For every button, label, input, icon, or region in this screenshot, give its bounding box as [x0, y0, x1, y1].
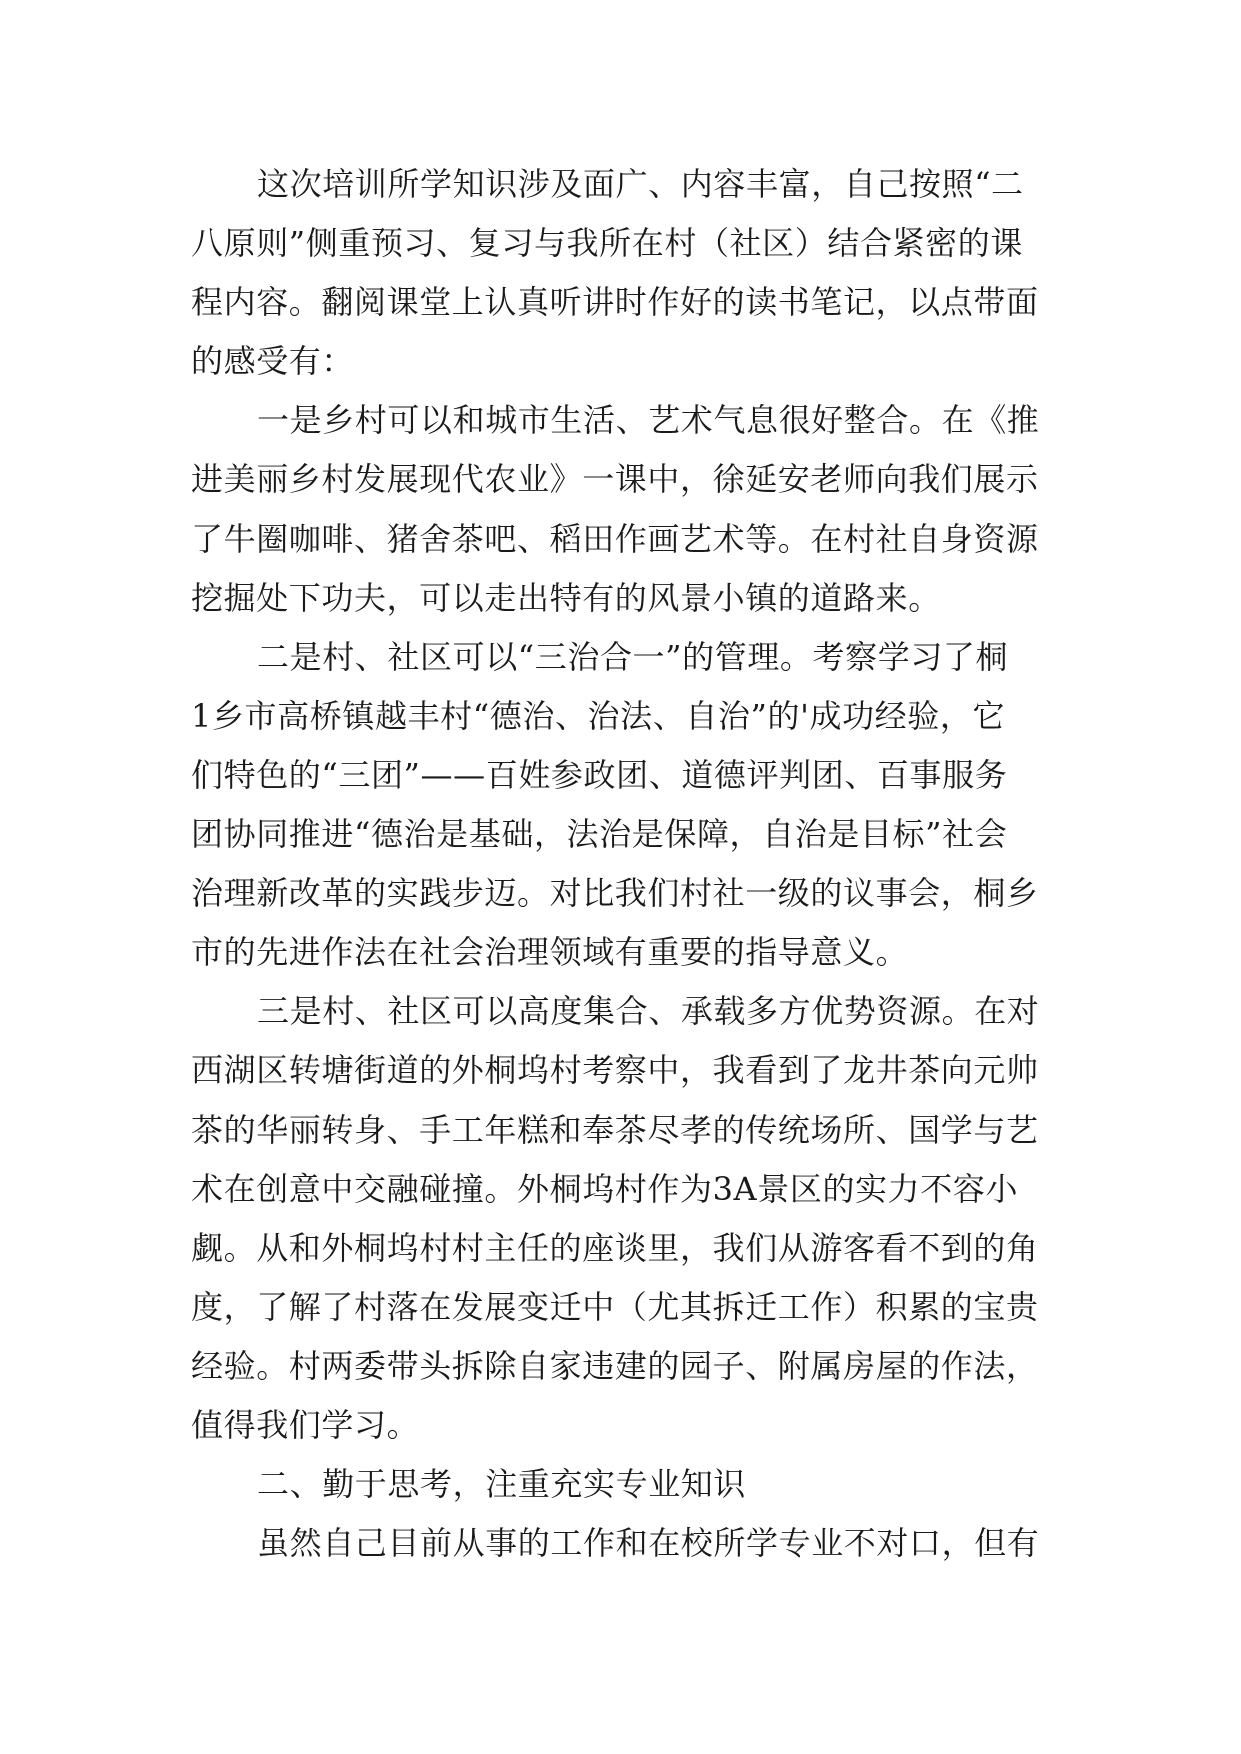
text-line: 八原则”侧重预习、复习与我所在村（社区）结合紧密的课 — [191, 224, 1023, 263]
text-line: 了牛圈咖啡、猪舍茶吧、稻田作画艺术等。在村社自身资源 — [191, 519, 1039, 558]
text-line: 市的先进作法在社会治理领域有重要的指导意义。 — [191, 933, 909, 972]
text-line: 三是村、社区可以高度集合、承载多方优势资源。在对 — [257, 992, 1040, 1031]
text-line: 二是村、社区可以“三治合一”的管理。考察学习了桐 — [257, 637, 1009, 676]
text-line: 虽然自己目前从事的工作和在校所学专业不对口，但有 — [257, 1524, 1040, 1563]
text-line: 们特色的“三团”——百姓参政团、道德评判团、百事服务 — [191, 755, 1008, 794]
text-line: 这次培训所学知识涉及面广、内容丰富，自己按照“二 — [257, 165, 1024, 203]
text-line: 西湖区转塘街道的外桐坞村考察中，我看到了龙井茶向元帅 — [191, 1051, 1039, 1090]
text-line: 的感受有： — [191, 342, 355, 381]
text-line: 治理新改革的实践步迈。对比我们村社一级的议事会，桐乡 — [191, 874, 1039, 913]
text-line: 术在创意中交融碰撞。外桐坞村作为3A景区的实力不容小 — [191, 1169, 1019, 1208]
text-line: 一是乡村可以和城市生活、艺术气息很好整合。在《推 — [257, 401, 1040, 440]
text-line: 程内容。翻阅课堂上认真听讲时作好的读书笔记，以点带面 — [191, 283, 1039, 322]
text-line: 团协同推进“德治是基础，法治是保障，自治是目标”社会 — [191, 815, 1008, 854]
text-line: 度，了解了村落在发展变迁中（尤其拆迁工作）积累的宝贵 — [191, 1287, 1039, 1326]
text-line: 1乡市高桥镇越丰村“德治、治法、自治”的'成功经验，它 — [191, 696, 1006, 735]
body-text — [191, 155, 1061, 1573]
text-line: 二、勤于思考，注重充实专业知识 — [257, 1465, 747, 1504]
text-line: 值得我们学习。 — [191, 1405, 420, 1444]
text-line: 茶的华丽转身、手工年糕和奉茶尽孝的传统场所、国学与艺 — [191, 1110, 1039, 1149]
text-line: 挖掘处下功夫，可以走出特有的风景小镇的道路来。 — [191, 578, 941, 617]
text-line: 进美丽乡村发展现代农业》一课中，徐延安老师向我们展示 — [191, 460, 1039, 499]
text-line: 觑。从和外桐坞村村主任的座谈里，我们从游客看不到的角 — [191, 1228, 1039, 1267]
text-line: 经验。村两委带头拆除自家违建的园子、附属房屋的作法， — [191, 1346, 1039, 1385]
